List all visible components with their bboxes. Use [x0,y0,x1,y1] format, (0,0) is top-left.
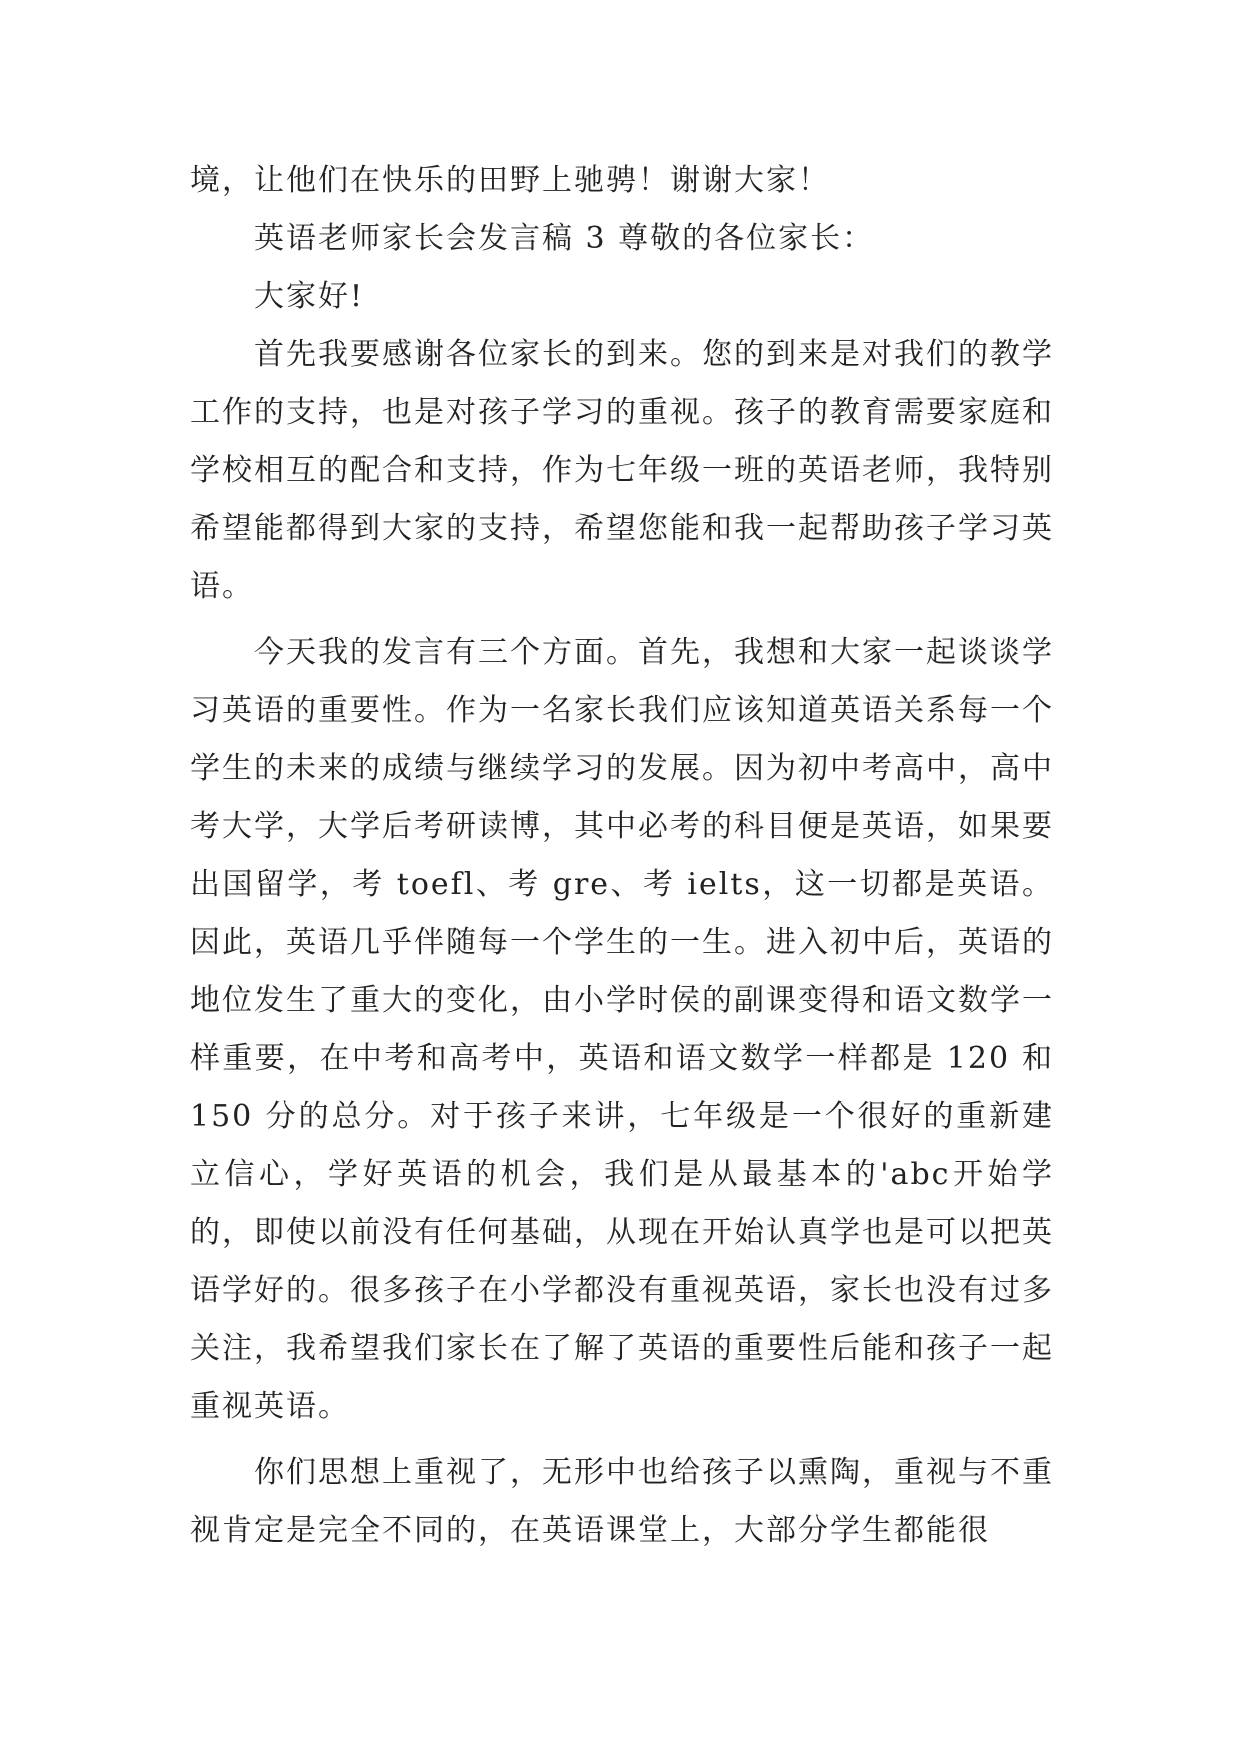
paragraph-continuation: 境，让他们在快乐的田野上驰骋！谢谢大家！ [190,163,830,198]
document-body [190,152,1054,1560]
paragraph-importance: 今天我的发言有三个方面。首先，我想和大家一起谈谈学习英语的重要性。作为一名家长我们应该知道英语关系每一个学生的未来的成绩与继续学习的发展。因为初中考高中，高中考大学，大学后考研读博，其中必考的科目便是英语，如果要出国留学，考 toefl、考 gre、考 ielts，这一切都是英语。因此，英语几乎伴随每一个学生的一生。进入初中后，英语的地位发生了重大的变化，由小学时侯的副课变得和语文数学一样重要，在中考和高考中，英语和语文数学一样都是 120 和 150 分的总分。对于孩子来讲，七年级是一个很好的重新建立信心，学好英语的机会，我们是从最基本的'abc开始学的，即使以前没有任何基础，从现在开始认真学也是可以把英语学好的。很多孩子在小学都没有重视英语，家长也没有过多关注，我希望我们家长在了解了英语的重要性后能和孩子一起重视英语。 [190,635,1054,1424]
paragraph-thanks: 首先我要感谢各位家长的到来。您的到来是对我们的教学工作的支持，也是对孩子学习的重视。孩子的教育需要家庭和学校相互的配合和支持，作为七年级一班的英语老师，我特别希望能都得到大家的支持，希望您能和我一起帮助孩子学习英语。 [190,337,1054,604]
speech-title-line: 英语老师家长会发言稿 3 尊敬的各位家长： [254,221,875,256]
paragraph-attention: 你们思想上重视了，无形中也给孩子以熏陶，重视与不重视肯定是完全不同的，在英语课堂上，大部分学生都能很 [190,1455,1054,1548]
greeting-line: 大家好! [254,279,365,314]
